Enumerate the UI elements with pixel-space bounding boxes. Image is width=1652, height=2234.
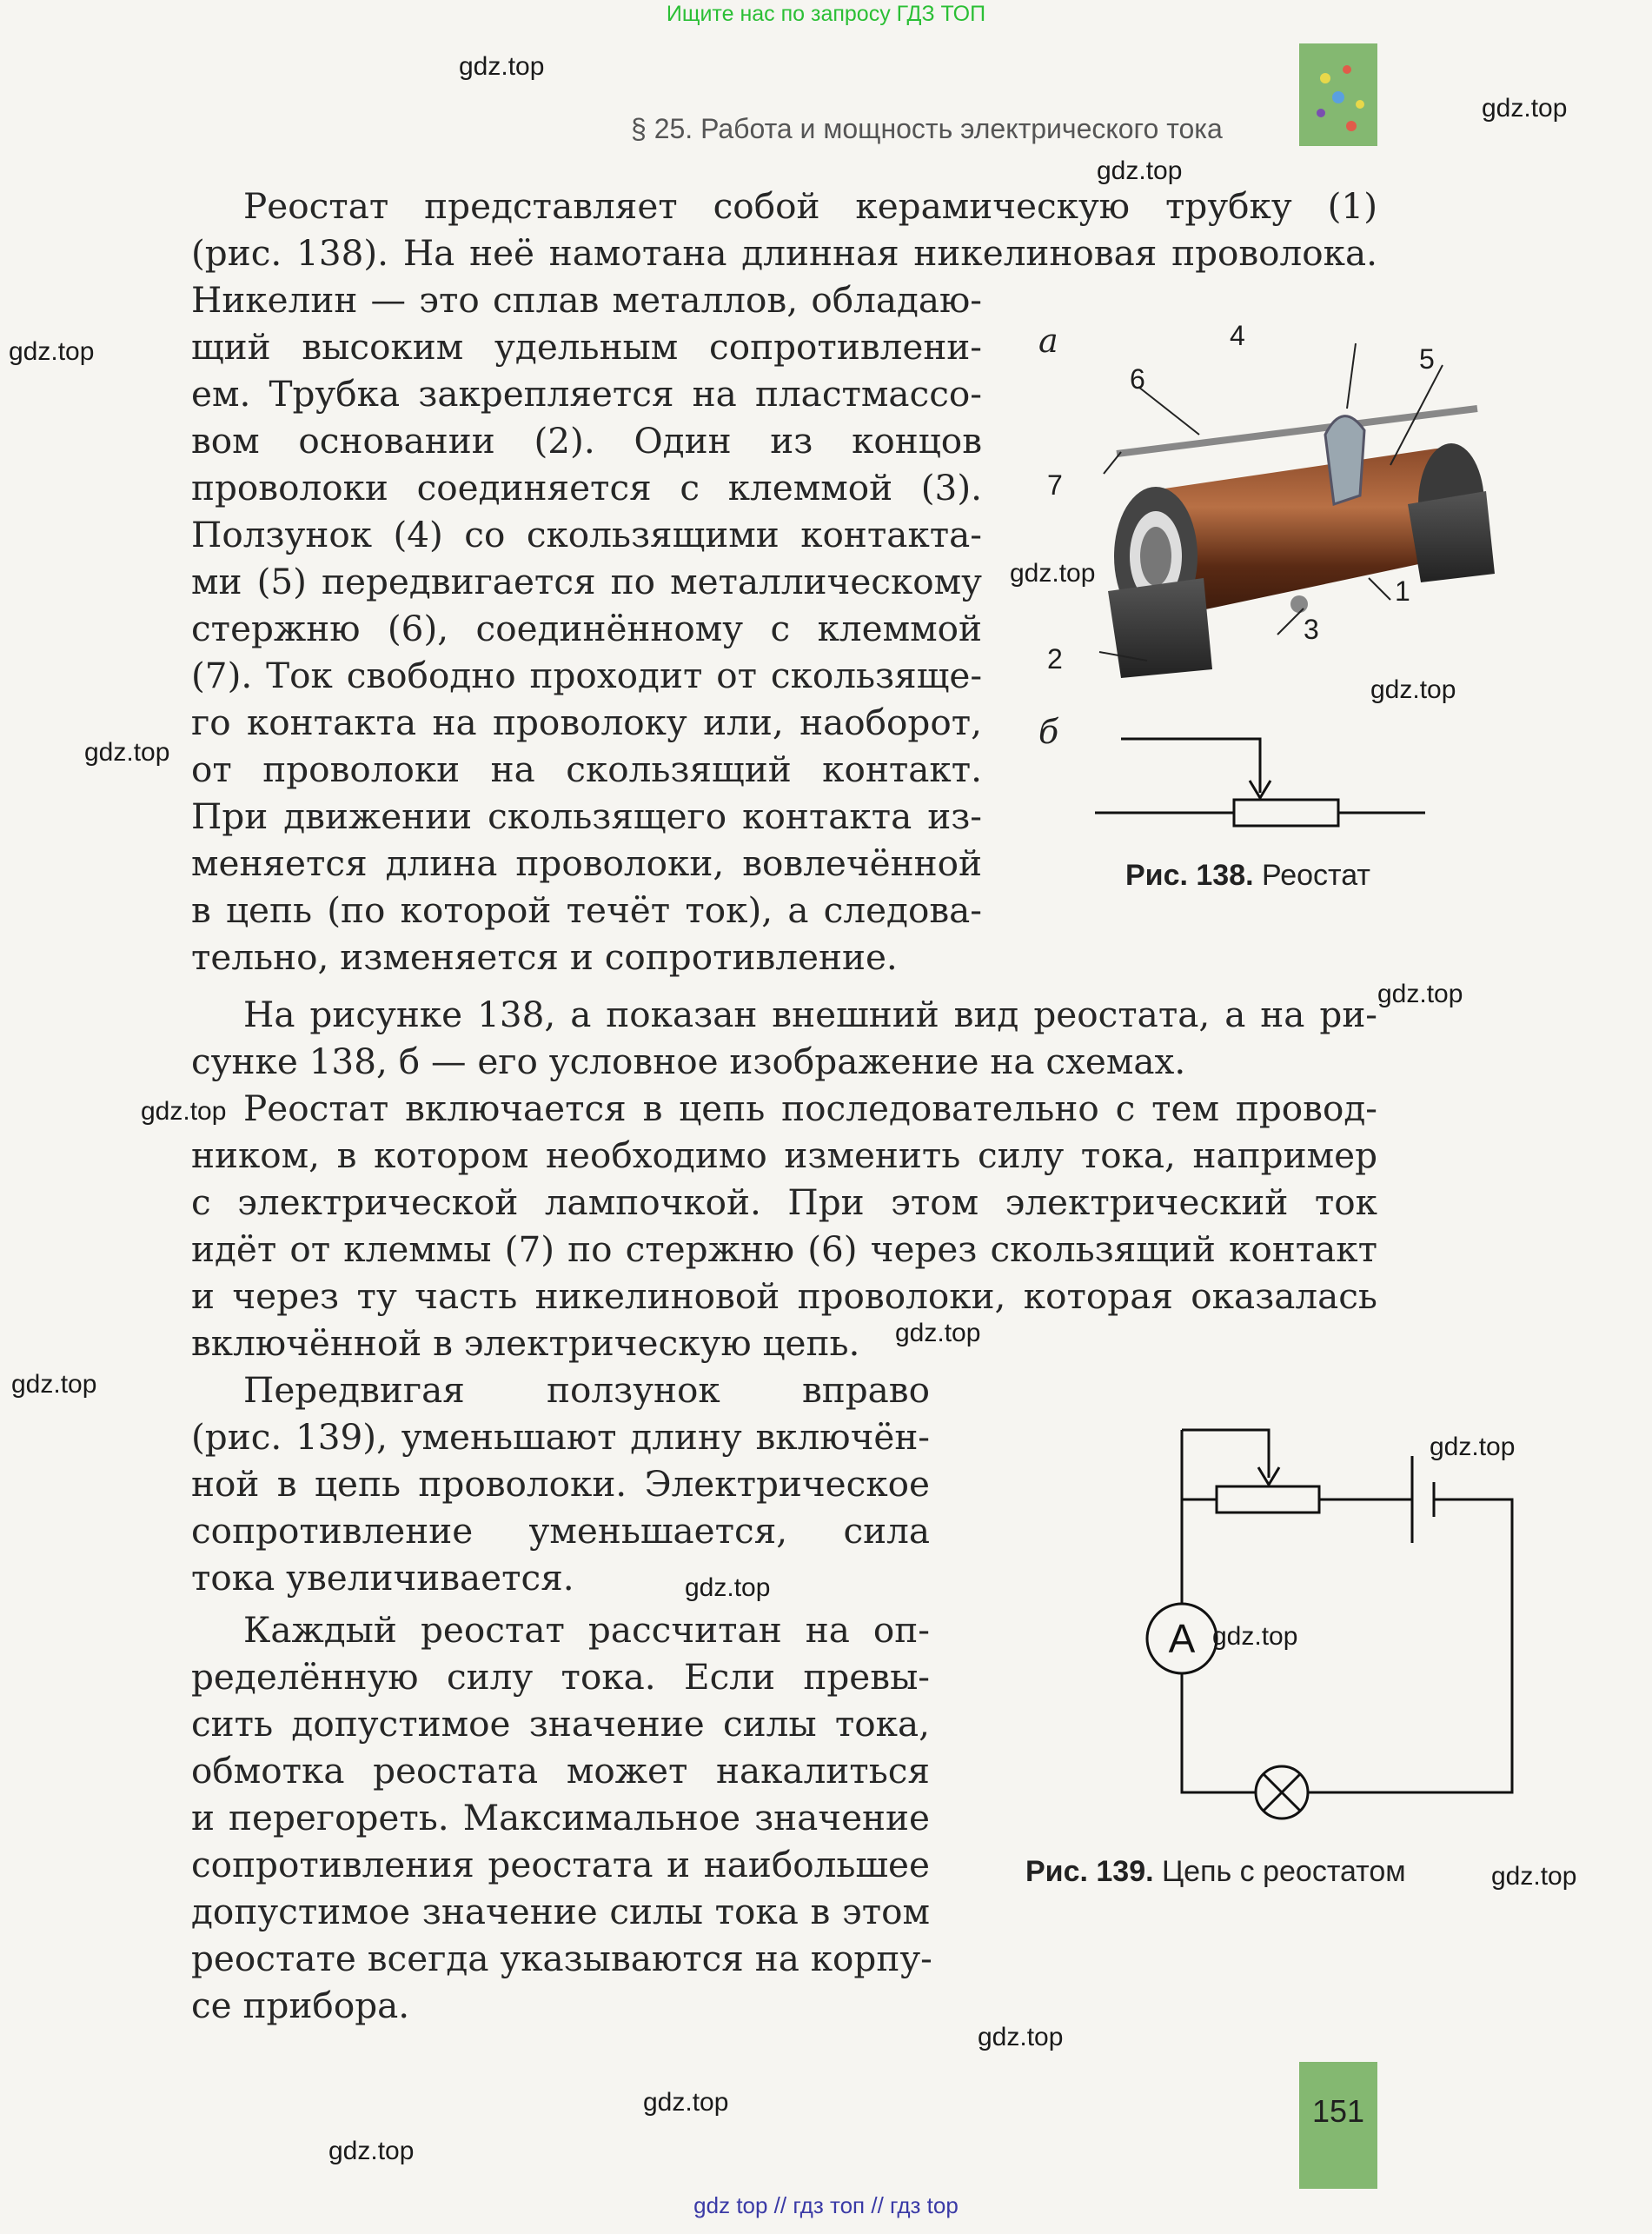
figure-138-caption-text: Реостат (1262, 859, 1370, 892)
top-banner[interactable]: Ищите нас по запросу ГДЗ ТОП (666, 2, 986, 26)
text-line: и через ту часть никелиновой проволоки, которая оказалась (191, 1275, 1377, 1317)
figure-139-caption-text: Цепь с реостатом (1162, 1855, 1406, 1888)
text-line: сить допустимое значение силы тока, (191, 1703, 930, 1745)
watermark: gdz.top (459, 52, 545, 81)
figure-138-label-a: а (1038, 322, 1058, 360)
text-line: Никелин — это сплав металлов, обладаю- (191, 279, 982, 321)
watermark: gdz.top (9, 337, 95, 366)
text-line: вом основании (2). Один из концов (191, 420, 982, 462)
text-line: ной в цепь проволоки. Электрическое (191, 1463, 930, 1505)
text-line: меняется длина проволоки, вовлечённой (191, 842, 982, 884)
watermark: gdz.top (685, 1573, 771, 1602)
watermark: gdz.top (1010, 559, 1096, 588)
rheostat-photo (1025, 304, 1512, 721)
text-line: сопротивления реостата и наибольшее (191, 1844, 930, 1885)
callout-5: 5 (1419, 343, 1435, 375)
text-line: в цепь (по которой течёт ток), а следова- (191, 889, 982, 931)
text-line: Ползунок (4) со скользящими контакта- (191, 514, 982, 555)
text-line: го контакта на проволоку или, наоборот, (191, 701, 982, 743)
text-line: тельно, изменяется и сопротивление. (191, 936, 898, 978)
callout-4: 4 (1230, 320, 1245, 351)
watermark: gdz.top (1212, 1622, 1298, 1651)
text-line: допустимое значение силы тока в этом (191, 1891, 930, 1932)
text-line: (7). Ток свободно проходит от скользяще- (191, 655, 982, 696)
text-line: ником, в котором необходимо изменить силу тока, например (191, 1134, 1377, 1176)
watermark: gdz.top (643, 2088, 729, 2117)
text-line: На рисунке 138, а показан внешний вид реостата, а на ри- (243, 994, 1377, 1035)
section-header: § 25. Работа и мощность электрического тока (631, 113, 1223, 144)
callout-1: 1 (1395, 575, 1410, 607)
ammeter-symbol: A (1168, 1616, 1196, 1661)
text-line: (рис. 139), уменьшают длину включён- (191, 1416, 930, 1458)
text-line: Каждый реостат рассчитан на оп- (243, 1609, 930, 1651)
callout-3: 3 (1304, 614, 1319, 645)
watermark: gdz.top (1370, 675, 1456, 704)
text-line: тока увеличивается. (191, 1557, 574, 1599)
text-line-content: (рис. 138). На неё намотана длинная никелиновая проволока. (191, 232, 1377, 274)
text-line: ем. Трубка закрепляется на пластмассо- (191, 373, 982, 415)
watermark: gdz.top (141, 1097, 227, 1126)
bottom-banner[interactable]: gdz top // гдз топ // гдз top (693, 2192, 959, 2218)
watermark: gdz.top (11, 1370, 97, 1399)
watermark: gdz.top (1482, 94, 1568, 123)
text-line: ми (5) передвигается по металлическому (191, 561, 982, 602)
watermark: gdz.top (84, 738, 170, 767)
watermark: gdz.top (328, 2137, 415, 2165)
callout-6: 6 (1130, 363, 1145, 395)
text-line: се прибора. (191, 1985, 410, 2026)
text-line (191, 229, 1377, 276)
watermark: gdz.top (1491, 1862, 1577, 1891)
text-line: и перегореть. Максимальное значение (191, 1797, 930, 1838)
text-line: При движении скользящего контакта из- (191, 795, 982, 837)
text-line: Реостат представляет собой керамическую трубку (1) (243, 185, 1377, 227)
text-line: Передвигая ползунок вправо (243, 1369, 930, 1411)
text-line: сопротивление уменьшается, сила (191, 1510, 930, 1552)
text-line: реостате всегда указываются на корпу- (191, 1938, 932, 1979)
text-line: проволоки соединяется с клеммой (3). (191, 467, 982, 509)
text-line: сунке 138, б — его условное изображение на схемах. (191, 1041, 1186, 1082)
text-line: Реостат включается в цепь последовательно с тем провод- (243, 1087, 1377, 1129)
text-line: стержню (6), соединённому с клеммой (191, 608, 982, 649)
figure-138-caption (1125, 859, 1370, 893)
text-line: обмотка реостата может накалиться (191, 1750, 930, 1792)
figure-138-label-b: б (1038, 713, 1059, 751)
watermark: gdz.top (978, 2023, 1064, 2051)
rheostat-symbol (1086, 730, 1434, 834)
chapter-tab (1299, 43, 1377, 146)
page-number-tab (1299, 2062, 1377, 2189)
text-line: с электрической лампочкой. При этом электрический ток (191, 1181, 1377, 1223)
watermark: gdz.top (1097, 156, 1183, 185)
figure-139-caption-number: Рис. 139. (1025, 1855, 1154, 1888)
chapter-tab-decoration (1299, 43, 1377, 146)
callout-7: 7 (1047, 469, 1063, 501)
text-line: щий высоким удельным сопротивлени- (191, 326, 982, 368)
text-line: идёт от клеммы (7) по стержню (6) через скользящий контакт (191, 1228, 1377, 1270)
text-line: от проволоки на скользящий контакт. (191, 748, 982, 790)
circuit-diagram (973, 1417, 1529, 1825)
watermark: gdz.top (895, 1319, 981, 1347)
figure-138-caption-number: Рис. 138. (1125, 859, 1254, 892)
watermark: gdz.top (1377, 980, 1463, 1008)
text-line: включённой в электрическую цепь. (191, 1322, 860, 1364)
watermark: gdz.top (1430, 1433, 1516, 1461)
figure-139-caption (1025, 1855, 1406, 1889)
page-number: 151 (1311, 2093, 1365, 2129)
text-line: ределённую силу тока. Если превы- (191, 1656, 930, 1698)
callout-2: 2 (1047, 643, 1063, 675)
